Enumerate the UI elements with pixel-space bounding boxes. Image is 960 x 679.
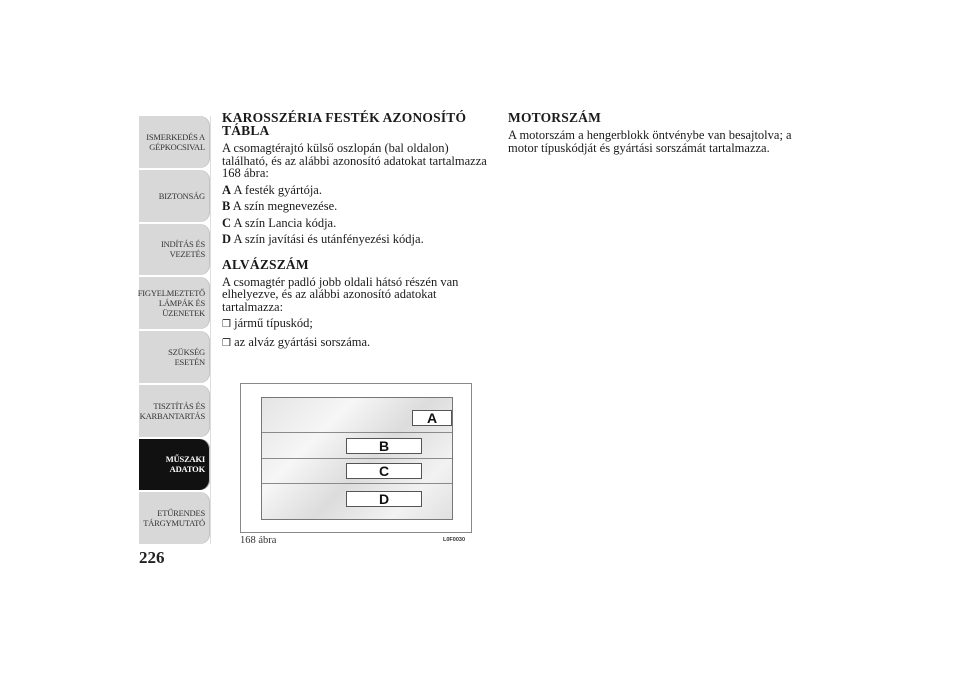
tab-muszaki-adatok[interactable]: MŰSZAKI ADATOK [139, 439, 210, 491]
page-number: 226 [139, 548, 165, 567]
plate-divider [262, 432, 452, 433]
tab-inditas[interactable]: INDÍTÁS ÉS VEZETÉS [139, 224, 210, 276]
figure-code: L0F0030 [443, 537, 466, 543]
left-column [222, 111, 494, 354]
paint-plate-heading: KAROSSZÉRIA FESTÉK AZONOSÍTÓ TÁBLA [222, 110, 467, 138]
engine-number-text: A motorszám a hengerblokk öntvénybe van besajtolva; a motor típuskódját és gyártási sorszámát tartalmazza. [508, 128, 792, 155]
plate-label-c: C [346, 463, 422, 479]
plate-label-a: A [412, 410, 452, 426]
bullet-vehicle-type: ❒ jármű típuskód; [222, 316, 313, 330]
paint-plate-figure [240, 383, 472, 533]
engine-number-heading: MOTORSZÁM [508, 110, 602, 125]
paint-plate-illustration [261, 397, 453, 520]
right-column [508, 111, 793, 158]
paint-plate-intro: A csomagtérajtó külső oszlopán (bal oldalon) található, és az alábbi azonosító adatokat tartalmazza 168 ábra: [222, 141, 487, 180]
plate-label-b: B [346, 438, 422, 454]
checkbox-bullet-icon: ❒ [222, 319, 231, 330]
sidebar-divider [210, 116, 211, 544]
tab-targymutato[interactable]: ETŰRENDES TÁRGYMUTATÓ [139, 492, 210, 544]
item-d: D A szín javítási és utánfényezési kódja. [222, 232, 424, 246]
item-b: B A szín megnevezése. [222, 199, 338, 213]
tab-ismerkedes[interactable]: ISMERKEDÉS A GÉPKOCSIVAL [139, 116, 210, 168]
chassis-heading: ALVÁZSZÁM [222, 256, 309, 272]
chapter-sidebar [139, 116, 210, 544]
plate-divider [262, 483, 452, 484]
figure-caption: 168 ábra [240, 535, 277, 546]
bullet-chassis-serial: ❒ az alváz gyártási sorszáma. [222, 334, 371, 349]
tab-figyelmezteto[interactable]: FIGYELMEZTETŐ LÁMPÁK ÉS ÜZENETEK [139, 277, 210, 329]
item-c: C A szín Lancia kódja. [222, 215, 337, 230]
tab-szukseg[interactable]: SZÜKSÉG ESETÉN [139, 331, 210, 383]
chassis-intro: A csomagtér padló jobb oldali hátsó részén van elhelyezve, és az alábbi azonosító adatokat tartalmazza: [222, 274, 459, 314]
plate-label-d: D [346, 491, 422, 507]
tab-tisztitas[interactable]: TISZTÍTÁS ÉS KARBANTARTÁS [139, 385, 210, 437]
plate-divider [262, 458, 452, 459]
item-a: A A festék gyártója. [222, 182, 322, 197]
tab-biztonsag[interactable]: BIZTONSÁG [139, 170, 210, 222]
checkbox-bullet-icon: ❒ [222, 337, 231, 349]
